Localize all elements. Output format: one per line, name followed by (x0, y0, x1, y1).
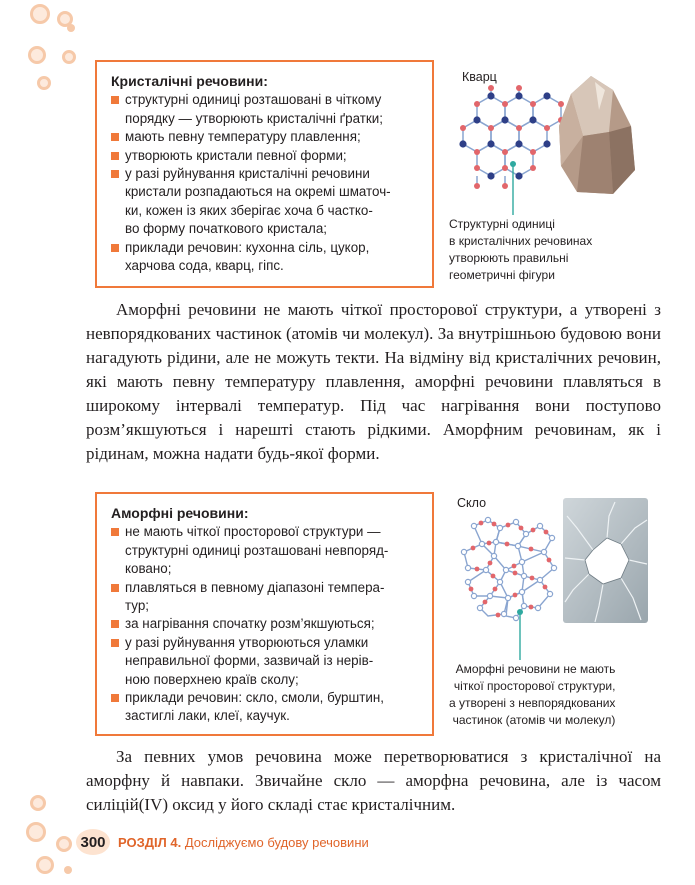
chapter-label: РОЗДІЛ 4. (118, 834, 182, 850)
list-item: приклади речовин: скло, смоли, бурштин, застиглі лаки, клеї, каучук. (111, 689, 420, 726)
decor-circle (30, 4, 50, 24)
caption-pointer (508, 160, 518, 215)
page-footer (76, 829, 369, 855)
list-item: структурні одиниці розташовані в чіткому порядку — утворюють кристалічні ґратки; (111, 91, 420, 128)
broken-glass-photo (563, 498, 648, 623)
decor-circle (28, 46, 46, 64)
list-item: не мають чіткої просторової структури — структурні одиниці розташовані невпоряд- ковано; (111, 523, 420, 578)
property-list (111, 91, 420, 275)
page-number: 300 (76, 829, 110, 855)
decor-circle (37, 76, 51, 90)
body-paragraph-amorphous: Аморфні речовини не мають чіткої просторової структури, а утворені з невпорядкованих частинок (атомів чи молекул). За внутрішньою будовою вони нагадують рідини, але не можуть текти. На відміну від кристалічних речовин, які мають певну температуру плавлення, аморфні речовини плавляться в широкому інтервалі температур. Під час нагрівання вони поступово розм’якшуються і нарешті стають рідкими. Аморфним речовинам, як і рідинам, можна надати будь-якої форми. (86, 300, 661, 463)
decor-circle (67, 24, 75, 32)
decor-circle (62, 50, 76, 64)
decor-circle (36, 856, 54, 874)
caption-pointer (515, 608, 525, 660)
decor-circle (64, 866, 72, 874)
property-list (111, 523, 420, 725)
list-item: у разі руйнування утворюються уламки неправильної форми, зазвичай із нерів- ною поверхнею країв сколу; (111, 634, 420, 689)
crystalline-substances-box (95, 60, 434, 288)
list-item: приклади речовин: кухонна сіль, цукор, харчова сода, кварц, гіпс. (111, 239, 420, 276)
glass-caption: Аморфні речовини не мають чіткої просторової структури, а утворені з невпорядкованих частинок (атомів чи молекул) (449, 662, 616, 727)
glass-label: Скло (457, 496, 487, 510)
box-title: Кристалічні речовини: (111, 73, 268, 89)
quartz-label: Кварц (462, 70, 497, 84)
list-item: мають певну температуру плавлення; (111, 128, 420, 146)
list-item: за нагрівання спочатку розм’якшуються; (111, 615, 420, 633)
quartz-caption: Структурні одиниці в кристалічних речовинах утворюють правильні геометричні фігури (449, 217, 593, 282)
amorphous-substances-box (95, 492, 434, 736)
decor-circle (56, 836, 72, 852)
chapter-heading (118, 835, 369, 850)
list-item: плавляться в певному діапазоні темпера- тур; (111, 579, 420, 616)
decor-circle (26, 822, 46, 842)
decor-circle (30, 795, 46, 811)
list-item: у разі руйнування кристалічні речовини кристали розпадаються на окремі шматоч- ки, кожен із яких зберігає хоча б частко- во форму початкового кристала; (111, 165, 420, 239)
quartz-crystal-photo (553, 70, 648, 198)
chapter-title: Досліджуємо будову речовини (184, 834, 369, 850)
list-item: утворюють кристали певної форми; (111, 147, 420, 165)
amorphous-network-diagram (460, 512, 560, 622)
box-title: Аморфні речовини: (111, 505, 249, 521)
body-paragraph-transition: За певних умов речовина може перетворюватися з кристалічної на аморфну й навпаки. Звичайне скло — аморфна речовина, але із часом силіцій(IV) оксид у його складі стає кристалічним. (86, 747, 661, 814)
